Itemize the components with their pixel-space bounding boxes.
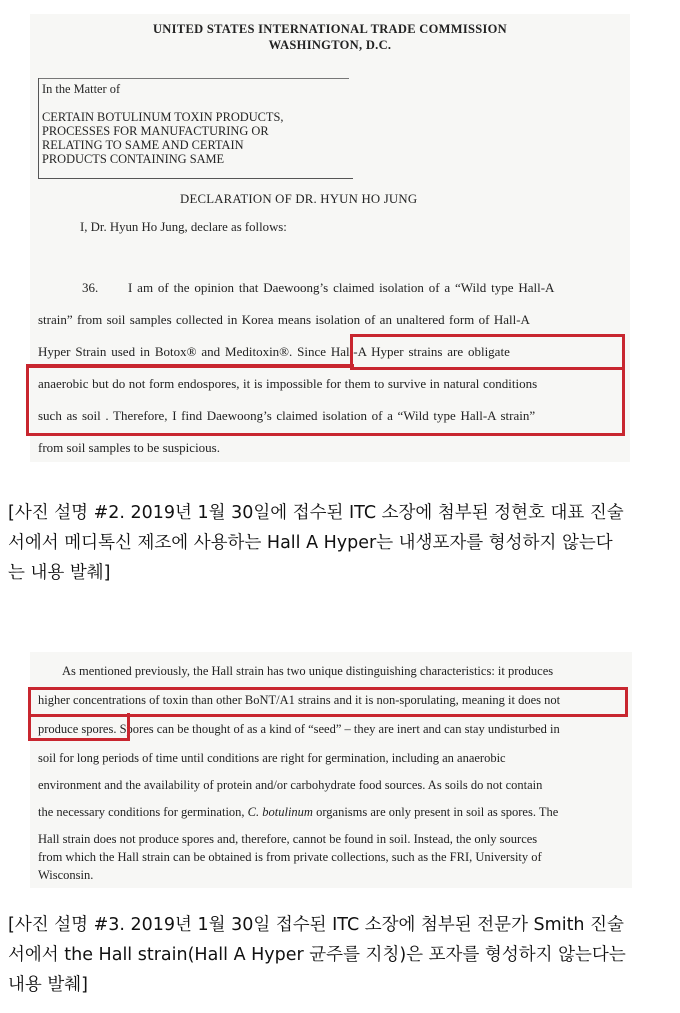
matter-line: RELATING TO SAME AND CERTAIN	[42, 138, 244, 152]
matter-line: CERTAIN BOTULINUM TOXIN PRODUCTS,	[42, 110, 284, 124]
declaration-scan-image	[30, 14, 630, 462]
expert-declaration-scan-image	[30, 652, 632, 888]
paragraph-line: from soil samples to be suspicious.	[38, 440, 220, 455]
excerpt-line: the necessary conditions for germination, C. botulinum organisms are only present in soil as spores. The	[38, 805, 559, 819]
excerpt-line: from which the Hall strain can be obtained is from private collections, such as the FRI, University of	[38, 850, 542, 864]
photo-caption-3-line: 내용 발췌]	[8, 975, 89, 995]
excerpt-line: soil for long periods of time until conditions are right for germination, including an anaerobic	[38, 751, 506, 765]
excerpt-line: environment and the availability of protein and/or carbohydrate food sources. As soils do not contain	[38, 778, 543, 792]
paragraph-line: strain” from soil samples collected in Korea means isolation of an unaltered form of Hall-A	[38, 312, 530, 327]
photo-caption-2-line: [사진 설명 #2. 2019년 1월 30일에 접수된 ITC 소장에 첨부된 정현호 대표 진술	[8, 503, 624, 523]
paragraph-line: anaerobic but do not form endospores, it is impossible for them to survive in natural conditions	[38, 376, 538, 391]
commission-header: UNITED STATES INTERNATIONAL TRADE COMMISSION	[152, 22, 507, 36]
location-header: WASHINGTON, D.C.	[268, 38, 392, 52]
excerpt-line: produce spores. Spores can be thought of as a kind of “seed” – they are inert and can stay undisturbed in	[38, 722, 560, 736]
matter-label: In the Matter of	[42, 82, 121, 96]
photo-caption-2-line: 는 내용 발췌]	[8, 563, 111, 583]
paragraph-line: Hyper Strain used in Botox® and Meditoxin®. Since Hall-A Hyper strains are obligate	[38, 344, 510, 359]
highlight-box-main	[26, 364, 625, 436]
declaration-title: DECLARATION OF DR. HYUN HO JUNG	[180, 192, 418, 206]
paragraph-line: I am of the opinion that Daewoong’s claimed isolation of a “Wild type Hall-A	[128, 280, 555, 295]
photo-caption-3-line: 서에서 the Hall strain(Hall A Hyper 균주를 지칭)은 포자를 형성하지 않는다는	[8, 945, 626, 965]
photo-caption-2-line: 서에서 메디톡신 제조에 사용하는 Hall A Hyper는 내생포자를 형성하지 않는다	[8, 533, 613, 553]
declare-statement: I, Dr. Hyun Ho Jung, declare as follows:	[80, 220, 287, 234]
matter-line: PROCESSES FOR MANUFACTURING OR	[42, 124, 269, 138]
excerpt-line: As mentioned previously, the Hall strain has two unique distinguishing characteristics: it produces	[62, 664, 554, 678]
photo-caption-3-line: [사진 설명 #3. 2019년 1월 30일 접수된 ITC 소장에 첨부된 전문가 Smith 진술	[8, 915, 624, 935]
excerpt-line: Hall strain does not produce spores and, therefore, cannot be found in soil. Instead, the only sources	[38, 832, 538, 846]
excerpt-line: Wisconsin.	[38, 868, 94, 882]
paragraph-number: 36.	[82, 280, 99, 295]
excerpt-line: higher concentrations of toxin than other BoNT/A1 strains and it is non-sporulating, meaning it does not	[38, 693, 561, 707]
matter-line: PRODUCTS CONTAINING SAME	[42, 152, 225, 166]
paragraph-line: such as soil . Therefore, I find Daewoong’s claimed isolation of a “Wild type Hall-A strain”	[38, 408, 536, 423]
highlight-box-join	[26, 364, 354, 368]
highlight-box-lower	[28, 713, 130, 741]
